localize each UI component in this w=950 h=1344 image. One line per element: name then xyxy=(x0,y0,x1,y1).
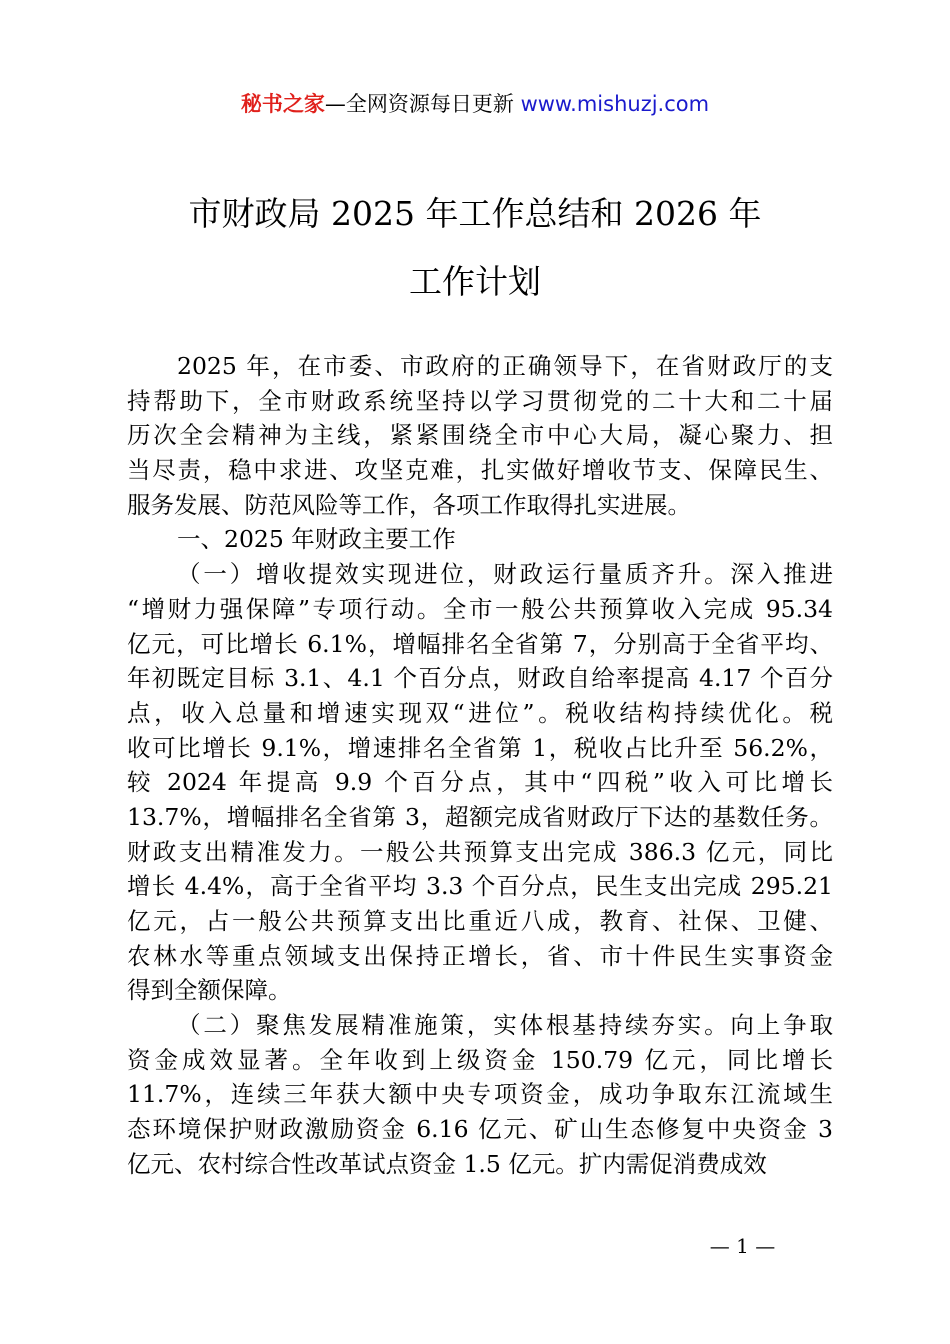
paragraph-line: 得到全额保障。 xyxy=(127,976,292,1005)
paragraph-line: 农林水等重点领域支出保持正增长，省、市十件民生实事资金 xyxy=(127,941,833,970)
paragraph-line: “增财力强保障”专项行动。全市一般公共预算收入完成 95.34 xyxy=(127,594,833,623)
paragraph xyxy=(127,557,833,1008)
paragraph xyxy=(127,522,833,557)
document-title-line-2: 工作计划 xyxy=(409,262,541,301)
paragraph-line: 持帮助下，全市财政系统坚持以学习贯彻党的二十大和二十届 xyxy=(127,386,833,415)
paragraph-line: 态环境保护财政激励资金 6.16 亿元、矿山生态修复中央资金 3 xyxy=(127,1115,833,1144)
paragraph-line: 13.7%，增幅排名全省第 3，超额完成省财政厅下达的基数任务。 xyxy=(127,802,833,831)
paragraph xyxy=(127,1008,833,1181)
document-body xyxy=(127,349,833,1182)
paragraph-line: 当尽责，稳中求进、攻坚克难，扎实做好增收节支、保障民生、 xyxy=(127,456,833,485)
paragraph-line: （二）聚焦发展精准施策，实体根基持续夯实。向上争取 xyxy=(177,1011,833,1040)
paragraph-line: 亿元，占一般公共预算支出比重近八成，教育、社保、卫健、 xyxy=(127,907,833,935)
paragraph-line: 资金成效显著。全年收到上级资金 150.79 亿元，同比增长 xyxy=(127,1045,833,1074)
paragraph-line: 较 2024 年提高 9.9 个百分点，其中“四税”收入可比增长 xyxy=(127,768,833,797)
paragraph-line: （一）增收提效实现进位，财政运行量质齐升。深入推进 xyxy=(177,560,833,589)
paragraph-line: 11.7%，连续三年获大额中央专项资金，成功争取东江流域生 xyxy=(127,1080,833,1109)
paragraph-line: 财政支出精准发力。一般公共预算支出完成 386.3 亿元，同比 xyxy=(127,837,833,866)
paragraph-line: 亿元，可比增长 6.1%，增幅排名全省第 7，分别高于全省平均、 xyxy=(127,629,833,658)
document-title-line-1: 市财政局 2025 年工作总结和 2026 年 xyxy=(188,194,762,233)
paragraph-line: 亿元、农村综合性改革试点资金 1.5 亿元。扩内需促消费成效 xyxy=(127,1149,767,1178)
paragraph-line: 点，收入总量和增速实现双“进位”。税收结构持续优化。税 xyxy=(127,698,833,727)
page-number: — 1 — xyxy=(709,1234,776,1258)
tagline: —全网资源每日更新 xyxy=(324,92,521,116)
paragraph-line: 2025 年，在市委、市政府的正确领导下，在省财政厅的支 xyxy=(177,352,833,380)
paragraph-line: 一、2025 年财政主要工作 xyxy=(177,525,456,554)
paragraph xyxy=(127,349,833,522)
paragraph-line: 服务发展、防范风险等工作，各项工作取得扎实进展。 xyxy=(127,490,691,519)
paragraph-line: 收可比增长 9.1%，增速排名全省第 1，税收占比升至 56.2%， xyxy=(127,733,833,762)
brand-name: 秘书之家 xyxy=(240,92,325,116)
paragraph-line: 增长 4.4%，高于全省平均 3.3 个百分点，民生支出完成 295.21 xyxy=(127,872,833,901)
site-url-link[interactable]: www.mishuzj.com xyxy=(520,92,710,116)
paragraph-line: 历次全会精神为主线，紧紧围绕全市中心大局，凝心聚力、担 xyxy=(127,421,833,450)
site-watermark-header xyxy=(0,88,950,118)
paragraph-line: 年初既定目标 3.1、4.1 个百分点，财政自给率提高 4.17 个百分 xyxy=(127,664,833,693)
